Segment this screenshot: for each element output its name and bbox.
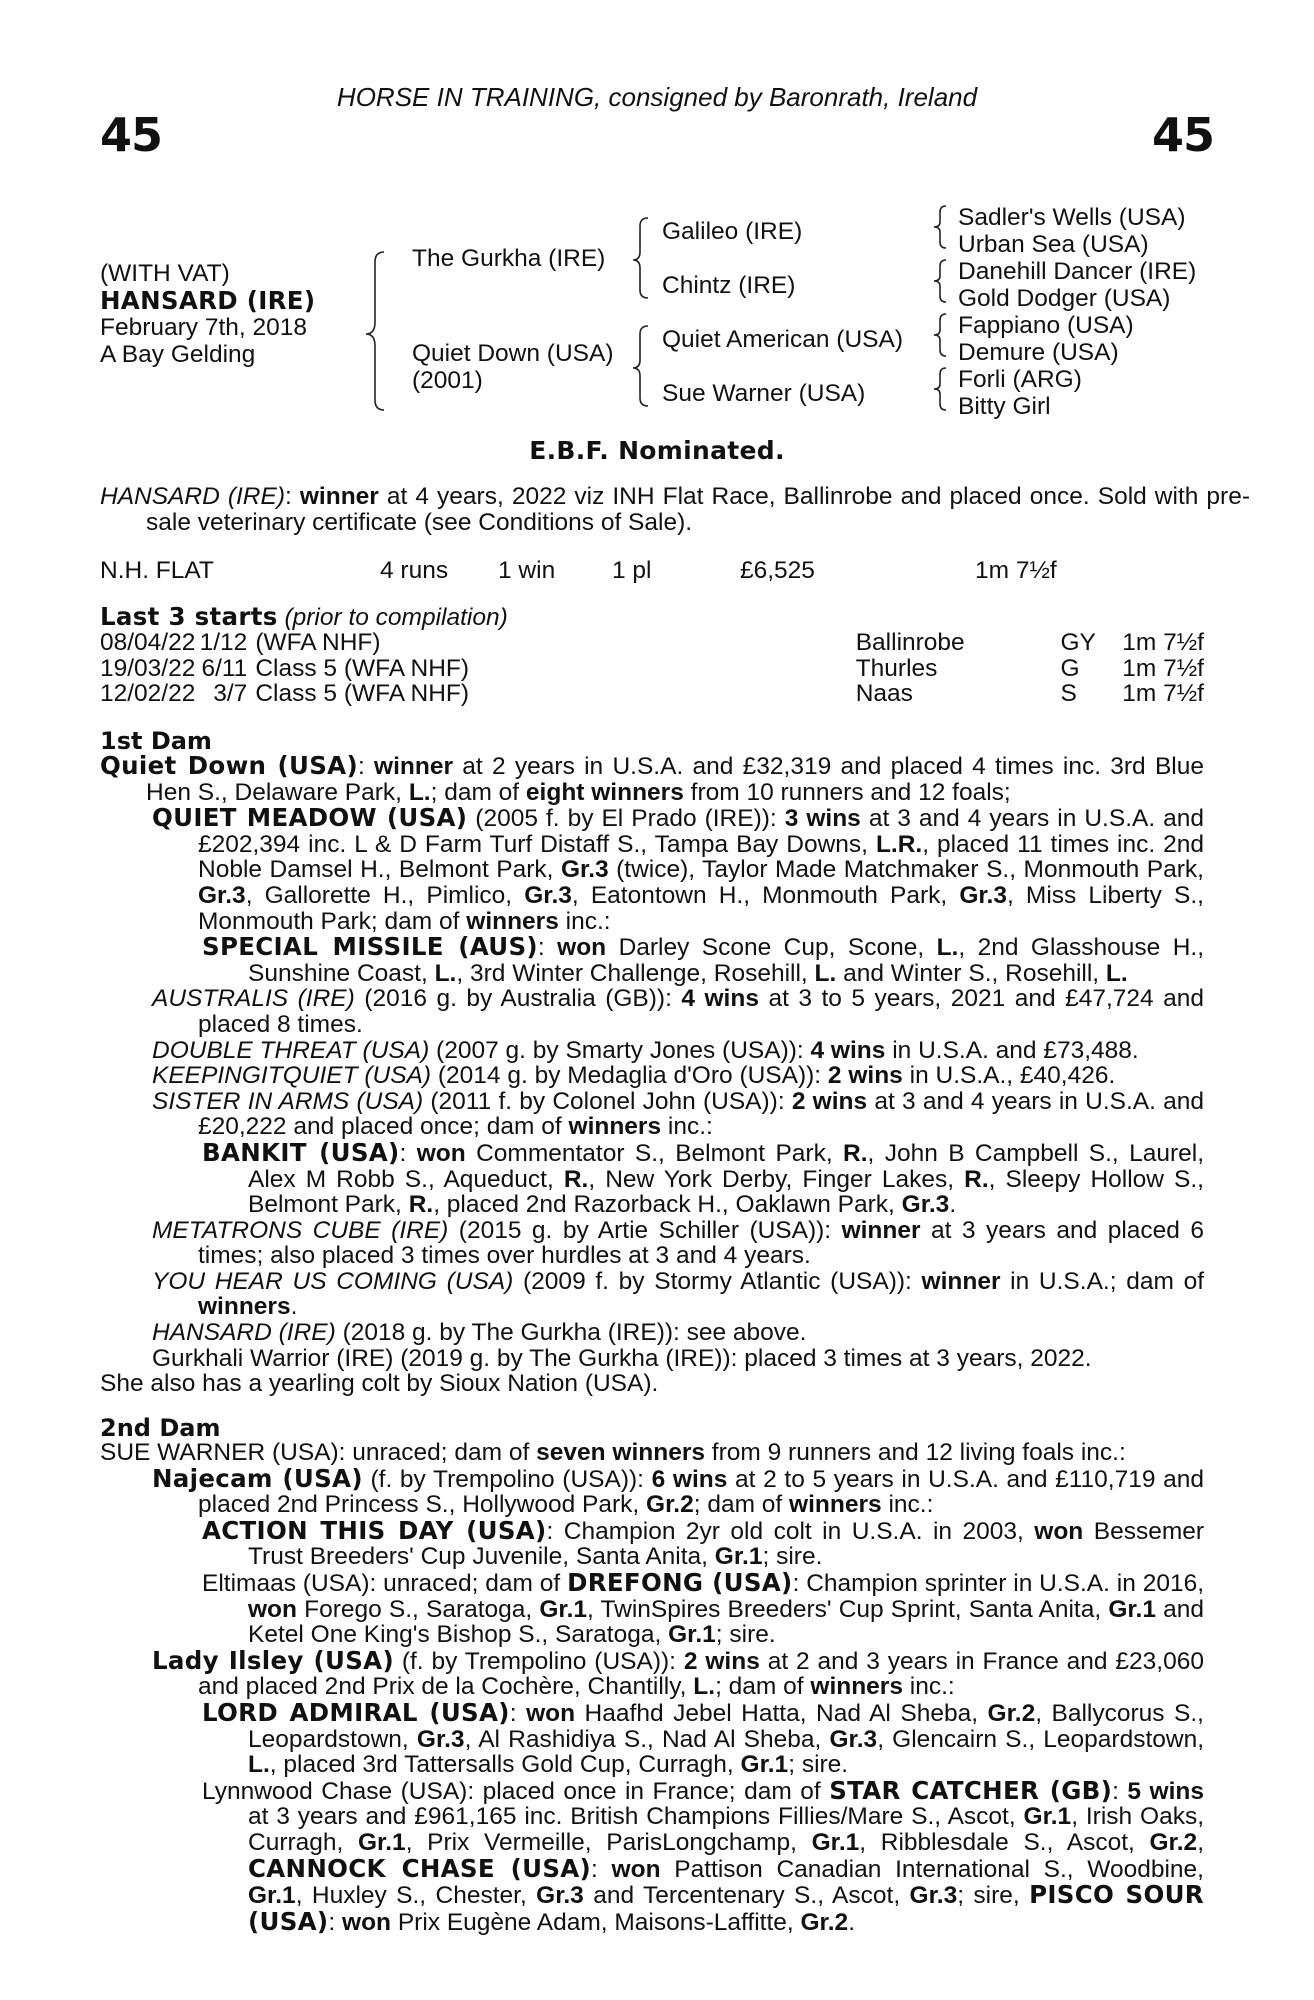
text: , Prix Vermeille, ParisLongchamp, [405, 1828, 812, 1856]
emphasis: R. [843, 1139, 868, 1167]
last3-table [100, 630, 1204, 707]
horse-name-ref: DREFONG (USA) [567, 1567, 793, 1597]
text: in U.S.A., £40,426. [902, 1062, 1116, 1090]
text: (twice), Taylor Made Matchmaker S., Monmouth Park, [608, 856, 1204, 884]
text: , placed 11 times inc. 2nd Noble Damsel H., Belmont Park, [198, 830, 1205, 884]
emphasis: won [611, 1855, 661, 1883]
text: , Irish Oaks, Curragh, [248, 1803, 1204, 1856]
horse-summary [100, 484, 1250, 535]
start-going: G [1060, 654, 1080, 682]
text: Gurkhali Warrior (IRE) (2019 g. by The Gurkha (IRE)): placed 3 times at 3 years, 2022. [152, 1344, 1092, 1372]
horse-description: A Bay Gelding [100, 341, 256, 368]
emphasis: 4 wins [810, 1036, 886, 1064]
emphasis: winner [921, 1267, 1001, 1295]
start-distance: 1m 7½f [1122, 629, 1204, 656]
start-row [100, 656, 1204, 682]
horse-name-ref: DOUBLE THREAT (USA) [152, 1036, 430, 1064]
horse-name-ref: AUSTRALIS (IRE) [152, 985, 355, 1013]
start-race: (WFA NHF) [255, 629, 381, 656]
start-row [100, 630, 1204, 656]
text: Commentator S., Belmont Park, [465, 1139, 844, 1167]
pedigree-dam-year: (2001) [412, 367, 483, 394]
text: inc.: [902, 1673, 955, 1701]
text: at 3 and 4 years in U.S.A. and £20,222 and placed once; dam of [198, 1087, 1205, 1141]
text: , Eatontown H., Monmouth Park, [571, 881, 960, 909]
start-row [100, 681, 1204, 707]
emphasis: Gr.1 [358, 1828, 406, 1856]
pedigree-sire-dam: Chintz (IRE) [662, 272, 796, 299]
pedigree-dam-sire: Quiet American (USA) [662, 326, 903, 353]
horse-name-ref: STAR CATCHER (GB) [829, 1775, 1113, 1805]
text: , Huxley S., Chester, [295, 1882, 537, 1910]
emphasis: L. [434, 959, 457, 987]
start-course: Naas [855, 680, 913, 708]
emphasis: Gr.3 [416, 1725, 465, 1753]
produce-entry [100, 1218, 1204, 1269]
produce-entry [100, 1089, 1204, 1140]
text: from 9 runners and 12 living foals inc.: [705, 1439, 1126, 1466]
emphasis: eight winners [525, 778, 684, 806]
horse-name-ref: METATRONS CUBE (IRE) [152, 1216, 449, 1244]
last3-heading [100, 604, 508, 631]
start-race: Class 5 (WFA NHF) [255, 654, 470, 682]
text: : [357, 753, 375, 780]
text: Eltimaas (USA): unraced; dam of [202, 1569, 568, 1597]
start-going: S [1060, 680, 1077, 708]
text: , John B Campbell S., Laurel, Alex M Robb S., Aqueduct, [248, 1139, 1204, 1193]
dam1-intro [100, 753, 1204, 805]
emphasis: Gr.1 [714, 1543, 763, 1571]
text: inc.: [661, 1113, 713, 1141]
page-header: HORSE IN TRAINING, consigned by Baronrath, Ireland [336, 82, 978, 112]
start-distance: 1m 7½f [1122, 654, 1204, 682]
text: . [949, 1191, 957, 1219]
emphasis: winner [841, 1216, 921, 1244]
horse-dob: February 7th, 2018 [100, 314, 308, 341]
start-position: 6/11 [201, 654, 248, 682]
brace-dd [934, 368, 946, 410]
text: ; sire. [715, 1621, 776, 1649]
text: and Ketel One King's Bishop S., Saratoga, [248, 1595, 1205, 1649]
text: : [591, 1855, 612, 1883]
vat-note: (WITH VAT) [100, 260, 230, 287]
emphasis: won [526, 1699, 576, 1727]
pedigree-sire-sire: Galileo (IRE) [662, 218, 803, 245]
text: inc.: [558, 907, 611, 935]
emphasis: Gr.3 [536, 1882, 584, 1910]
horse-name-ref: LORD ADMIRAL (USA) [202, 1697, 510, 1727]
text: ; sire. [788, 1751, 849, 1779]
text: at 2 and 3 years in France and £23,060 and placed 2nd Prix de la Cochère, Chantilly, [198, 1647, 1204, 1701]
text: : [1112, 1777, 1128, 1805]
emphasis: Gr.1 [1023, 1803, 1072, 1831]
emphasis: won [248, 1595, 297, 1623]
horse-name-ref: CANNOCK CHASE (USA) [248, 1853, 592, 1883]
emphasis: winners [810, 1673, 903, 1701]
text: : [537, 934, 558, 962]
emphasis: L. [936, 934, 959, 962]
emphasis: L. [408, 778, 431, 806]
last3-note: (prior to compilation) [284, 604, 508, 631]
horse-name: HANSARD (IRE) [100, 286, 316, 315]
horse-name-ref: KEEPINGITQUIET (USA) [152, 1062, 432, 1090]
emphasis: Gr.1 [740, 1751, 789, 1779]
horse-name-ref: BANKIT (USA) [202, 1137, 400, 1167]
emphasis: 3 wins [784, 805, 861, 833]
record-distance: 1m 7½f [975, 557, 1057, 584]
text: , placed 3rd Tattersalls Gold Cup, Curragh, [269, 1751, 741, 1779]
text: . [290, 1293, 298, 1321]
emphasis: winners [198, 1293, 291, 1321]
text: at 3 to 5 years, 2021 and £47,724 and placed 8 times. [198, 985, 1205, 1038]
emphasis: Gr.2 [1149, 1828, 1198, 1856]
text: , New York Derby, Finger Lakes, [588, 1165, 965, 1193]
produce-entry [100, 1463, 1205, 1519]
text: : [509, 1699, 527, 1727]
emphasis: winners [789, 1491, 882, 1519]
produce-entry [100, 1371, 1204, 1397]
text: from 10 runners and 12 foals; [683, 778, 1011, 806]
emphasis: R. [563, 1165, 589, 1193]
text: : [399, 1139, 417, 1167]
produce-entry [100, 1038, 1204, 1064]
horse-name-ref: Lady Ilsley (USA) [152, 1645, 394, 1675]
text: (2014 g. by Medaglia d'Oro (USA)): [431, 1062, 828, 1090]
text: Darley Scone Cup, Scone, [606, 934, 937, 962]
emphasis: Gr.1 [539, 1595, 588, 1623]
text: , Glencairn S., Leopardstown, [877, 1725, 1204, 1753]
horse-name-ref: PISCO SOUR (USA) [248, 1880, 1204, 1936]
start-date: 08/04/22 [100, 629, 196, 656]
horse-name-ref: SPECIAL MISSILE (AUS) [202, 932, 538, 962]
emphasis: L.R. [875, 830, 923, 858]
summary-horse-name: HANSARD (IRE) [100, 483, 286, 510]
pedigree-dam-dam: Sue Warner (USA) [662, 380, 866, 407]
produce-entry [100, 934, 1204, 986]
text: Prix Eugène Adam, Maisons-Laffitte, [391, 1908, 801, 1936]
second-dam-heading: 2nd Dam [100, 1414, 221, 1442]
text: , Miss Liberty S., Monmouth Park; dam of [198, 881, 1204, 935]
emphasis: Gr.1 [668, 1621, 716, 1649]
horse-name-ref: YOU HEAR US COMING (USA) [152, 1267, 514, 1295]
horse-name-ref: QUIET MEADOW (USA) [152, 803, 468, 833]
text: (2011 f. by Colonel John (USA)): [423, 1087, 792, 1115]
summary-text: : [285, 483, 300, 510]
text: She also has a yearling colt by Sioux Nation (USA). [100, 1370, 659, 1398]
text: , 3rd Winter Challenge, Rosehill, [456, 959, 815, 987]
emphasis: 2 wins [683, 1647, 760, 1675]
emphasis: Gr.1 [248, 1882, 296, 1910]
horse-name-ref: SISTER IN ARMS (USA) [152, 1087, 424, 1115]
text: , Gallorette H., Pimlico, [245, 881, 525, 909]
horse-name-ref: Quiet Down (USA) [100, 751, 358, 780]
record-runs: 4 runs [380, 557, 449, 584]
produce-entry [100, 1567, 1205, 1649]
produce-entry [100, 1697, 1204, 1779]
emphasis: 6 wins [651, 1465, 728, 1493]
text: , TwinSpires Breeders' Cup Sprint, Santa Anita, [587, 1595, 1109, 1623]
emphasis: seven winners [536, 1439, 705, 1466]
first-dam-heading: 1st Dam [100, 727, 212, 755]
summary-text-2: at 4 years, 2022 viz INH Flat Race, Ballinrobe and placed once. Sold with pre-sale veterinary certificate (see Conditions of Sale). [146, 483, 1250, 536]
emphasis: Gr.3 [524, 881, 572, 909]
start-going: GY [1060, 629, 1096, 656]
text: Forego S., Saratoga, [297, 1595, 540, 1623]
brace-sire [633, 218, 648, 298]
text: Bessemer Trust Breeders' Cup Juvenile, Santa Anita, [248, 1517, 1205, 1571]
emphasis: winners [568, 1113, 662, 1141]
text: at 3 and 4 years in U.S.A. and £202,394 inc. L & D Farm Turf Distaff S., Tampa Bay Downs, [198, 805, 1205, 858]
pedigree-dds: Forli (ARG) [958, 366, 1082, 393]
text: ; dam of [430, 778, 526, 806]
summary-winner: winner [299, 483, 379, 510]
emphasis: L. [1105, 959, 1128, 987]
start-course: Ballinrobe [855, 629, 965, 656]
emphasis: L. [693, 1673, 716, 1701]
emphasis: winner [374, 753, 454, 780]
produce-entry [100, 1515, 1205, 1571]
text: at 2 to 5 years in U.S.A. and £110,719 and placed 2nd Princess S., Hollywood Park, [198, 1465, 1205, 1519]
horse-name-ref: Najecam (USA) [152, 1463, 363, 1493]
emphasis: won [342, 1908, 392, 1936]
produce-entry [100, 1063, 1204, 1089]
produce-entry [100, 1137, 1204, 1219]
start-position: 1/12 [199, 629, 248, 656]
text: and Tercentenary S., Ascot, [583, 1882, 910, 1910]
emphasis: Gr.3 [959, 881, 1007, 909]
text: , Ballycorus S., Leopardstown, [248, 1699, 1204, 1753]
text: (2018 g. by The Gurkha (IRE)): see above. [335, 1319, 807, 1347]
produce-entry [100, 1775, 1204, 1936]
produce-entry [100, 1269, 1204, 1320]
brace-dam [633, 326, 648, 406]
text: . [848, 1908, 855, 1936]
emphasis: R. [408, 1191, 434, 1219]
emphasis: Gr.3 [560, 856, 609, 884]
pedigree-dam: Quiet Down (USA) [412, 340, 614, 367]
last3-title: Last 3 starts [100, 602, 278, 631]
record-prize: £6,525 [740, 557, 815, 584]
second-dam-body [100, 1440, 1204, 1935]
record-type: N.H. FLAT [100, 557, 214, 584]
text: : Champion sprinter in U.S.A. in 2016, [792, 1569, 1205, 1597]
produce-entry [100, 1645, 1204, 1701]
text: (2015 g. by Artie Schiller (USA)): [448, 1216, 842, 1244]
text: at 2 years in U.S.A. and £32,319 and placed 4 times inc. 3rd Blue Hen S., Delaware Park, [146, 753, 1205, 806]
text: Lynnwood Chase (USA): placed once in France; dam of [202, 1777, 830, 1805]
pedigree-sss: Sadler's Wells (USA) [958, 204, 1186, 231]
text: , Sleepy Hollow S., Belmont Park, [248, 1165, 1204, 1219]
start-date: 12/02/22 [100, 680, 196, 708]
emphasis: won [557, 934, 607, 962]
emphasis: Gr.3 [909, 1882, 958, 1910]
emphasis: R. [964, 1165, 989, 1193]
text: ; sire, [957, 1882, 1030, 1910]
record-places: 1 pl [612, 557, 652, 584]
pedigree-ssd: Urban Sea (USA) [958, 231, 1149, 258]
record-wins: 1 win [498, 557, 556, 584]
text: (f. by Trempolino (USA)): [362, 1465, 652, 1493]
brace-sd [934, 260, 946, 302]
text: , 2nd Glasshouse H., Sunshine Coast, [248, 934, 1205, 987]
text: , [1197, 1828, 1204, 1856]
emphasis: L. [814, 959, 837, 987]
text: : [328, 1908, 343, 1936]
pedigree-ddd: Bitty Girl [958, 393, 1051, 420]
start-race: Class 5 (WFA NHF) [255, 680, 470, 708]
brace-ds [934, 314, 946, 356]
text: Pattison Canadian International S., Woodbine, [660, 1855, 1204, 1883]
text: (2009 f. by Stormy Atlantic (USA)): [513, 1267, 922, 1295]
lot-number-left: 45 [100, 108, 163, 162]
emphasis: Gr.1 [811, 1828, 860, 1856]
produce-entry [100, 805, 1204, 934]
start-course: Thurles [855, 654, 938, 682]
lot-number-right: 45 [1151, 108, 1214, 162]
pedigree-sire: The Gurkha (IRE) [412, 245, 606, 272]
text: (2016 g. by Australia (GB)): [354, 985, 682, 1013]
pedigree-sds: Danehill Dancer (IRE) [958, 258, 1197, 285]
start-position: 3/7 [213, 680, 248, 708]
text: in U.S.A. and £73,488. [885, 1036, 1139, 1064]
text: , placed 2nd Razorback H., Oaklawn Park, [433, 1191, 902, 1219]
emphasis: 4 wins [681, 985, 759, 1013]
text: at 3 years and £961,165 inc. British Champions Fillies/Mare S., Ascot, [248, 1803, 1024, 1831]
emphasis: Gr.2 [987, 1699, 1036, 1727]
first-dam-body [100, 753, 1204, 1397]
emphasis: Gr.3 [829, 1725, 878, 1753]
emphasis: L. [248, 1751, 270, 1779]
text: (2007 g. by Smarty Jones (USA)): [429, 1036, 811, 1064]
text: , Ribblesdale S., Ascot, [859, 1828, 1150, 1856]
horse-name-ref: HANSARD (IRE) [152, 1319, 336, 1347]
text: Haafhd Jebel Hatta, Nad Al Sheba, [575, 1699, 988, 1727]
dam2-intro [100, 1440, 1204, 1466]
text: ; dam of [693, 1491, 790, 1519]
brace-ss [934, 206, 946, 248]
emphasis: Gr.3 [198, 881, 246, 909]
text: , Al Rashidiya S., Nad Al Sheba, [464, 1725, 830, 1753]
text: SUE WARNER (USA): unraced; dam of [100, 1439, 537, 1466]
start-distance: 1m 7½f [1122, 680, 1204, 708]
emphasis: Gr.2 [646, 1491, 694, 1519]
emphasis: winners [466, 907, 559, 935]
ebf-note: E.B.F. Nominated. [529, 436, 785, 465]
text: in U.S.A.; dam of [1000, 1267, 1204, 1295]
pedigree-dsd: Demure (USA) [958, 339, 1119, 366]
horse-name-ref: ACTION THIS DAY (USA) [202, 1515, 547, 1545]
text: (f. by Trempolino (USA)): [393, 1647, 684, 1675]
emphasis: won [1034, 1517, 1084, 1545]
produce-entry [100, 1320, 1204, 1346]
emphasis: Gr.2 [800, 1908, 849, 1936]
text: : Champion 2yr old colt in U.S.A. in 2003, [546, 1517, 1035, 1545]
brace-main [366, 252, 384, 410]
emphasis: 2 wins [791, 1087, 868, 1115]
pedigree-sdd: Gold Dodger (USA) [958, 285, 1171, 312]
produce-entry [100, 986, 1204, 1037]
emphasis: won [416, 1139, 466, 1167]
start-date: 19/03/22 [100, 654, 196, 682]
text: and Winter S., Rosehill, [836, 959, 1106, 987]
text: inc.: [881, 1491, 934, 1519]
emphasis: Gr.1 [1108, 1595, 1156, 1623]
text: (2005 f. by El Prado (IRE)): [467, 805, 785, 833]
text: at 3 years and placed 6 times; also placed 3 times over hurdles at 3 and 4 years. [198, 1216, 1204, 1270]
pedigree-dss: Fappiano (USA) [958, 312, 1134, 339]
text: ; dam of [715, 1673, 811, 1701]
emphasis: 5 wins [1127, 1777, 1204, 1805]
text: ; sire. [762, 1543, 823, 1571]
produce-entry [100, 1346, 1204, 1372]
emphasis: Gr.3 [901, 1191, 950, 1219]
emphasis: 2 wins [827, 1062, 903, 1090]
